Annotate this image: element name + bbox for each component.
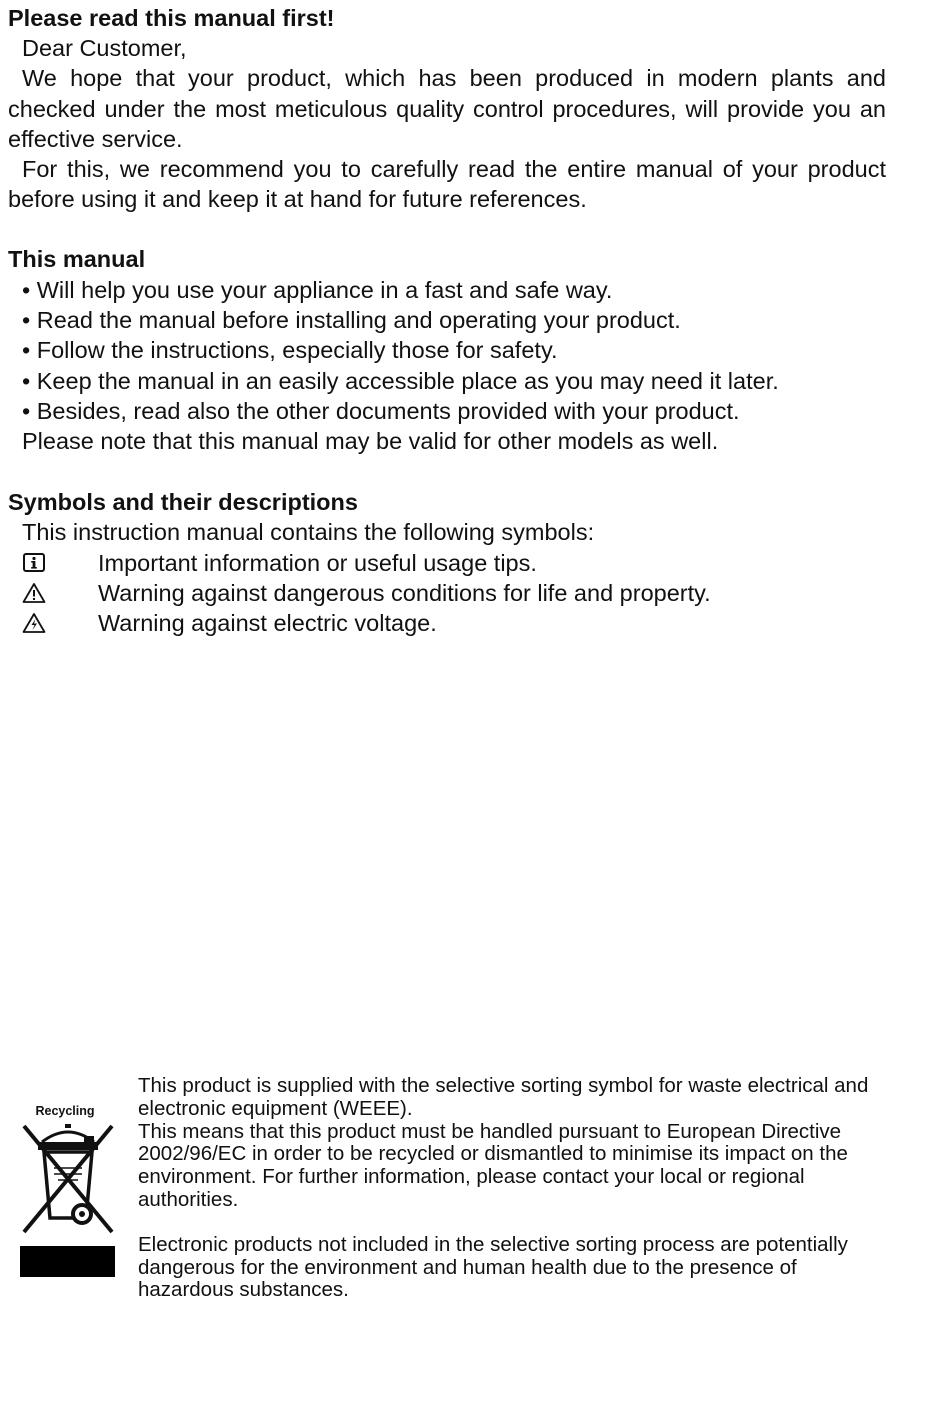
black-bar-mark bbox=[20, 1246, 115, 1277]
this-manual-heading: This manual bbox=[8, 246, 146, 272]
weee-paragraph-3: Electronic products not included in the selective sorting process are potentially dangerous for the environment and human health due to the presence of hazardous substances. bbox=[138, 1232, 848, 1302]
symbol-row-warning bbox=[0, 578, 900, 608]
weee-recycling-figure bbox=[18, 1100, 118, 1282]
validity-note: Please note that this manual may be valid for other models as well. bbox=[22, 428, 719, 454]
crossed-out-wheelie-bin-icon bbox=[18, 1116, 118, 1246]
symbol-row-info bbox=[0, 548, 900, 578]
weee-paragraph-1: This product is supplied with the selective sorting symbol for waste electrical and electronic equipment (WEEE). bbox=[138, 1074, 869, 1120]
intro-paragraph-2: For this, we recommend you to carefully read the entire manual of your product before using it and keep it at hand for future references. bbox=[8, 156, 886, 213]
list-item: • Will help you use your appliance in a fast and safe way. bbox=[22, 277, 613, 303]
symbol-desc-warning: Warning against dangerous conditions for life and property. bbox=[98, 580, 711, 606]
list-item: • Follow the instructions, especially those for safety. bbox=[22, 337, 558, 364]
warning-triangle-icon bbox=[22, 582, 46, 604]
electric-voltage-icon bbox=[22, 612, 46, 634]
info-icon bbox=[22, 552, 46, 574]
symbol-desc-electric: Warning against electric voltage. bbox=[98, 610, 437, 636]
symbols-intro: This instruction manual contains the following symbols: bbox=[22, 519, 595, 545]
weee-text-block bbox=[138, 1075, 888, 1302]
symbol-row-electric bbox=[0, 608, 900, 638]
list-item: • Read the manual before installing and operating your product. bbox=[22, 307, 681, 334]
symbols-heading: Symbols and their descriptions bbox=[8, 489, 358, 515]
list-item: • Keep the manual in an easily accessible place as you may need it later. bbox=[22, 367, 779, 394]
intro-paragraph-1: We hope that your product, which has been produced in modern plants and checked under the most meticulous quality control procedures, will provide you an effective service. bbox=[8, 65, 886, 152]
weee-paragraph-2: This means that this product must be handled pursuant to European Directive 2002/96/EC in order to be recycled or dismantled to minimise its impact on the environment. For further information, please contact your local or regional authorities. bbox=[138, 1119, 848, 1211]
recycling-label: Recycling bbox=[35, 1104, 95, 1118]
page-title: Please read this manual first! bbox=[8, 5, 335, 31]
manual-bullet-list bbox=[22, 275, 779, 426]
list-item: • Besides, read also the other documents provided with your product. bbox=[22, 397, 740, 424]
intro-greeting: Dear Customer, bbox=[22, 35, 187, 61]
intro-section bbox=[8, 33, 886, 215]
symbol-desc-info: Important information or useful usage tips. bbox=[98, 550, 537, 576]
